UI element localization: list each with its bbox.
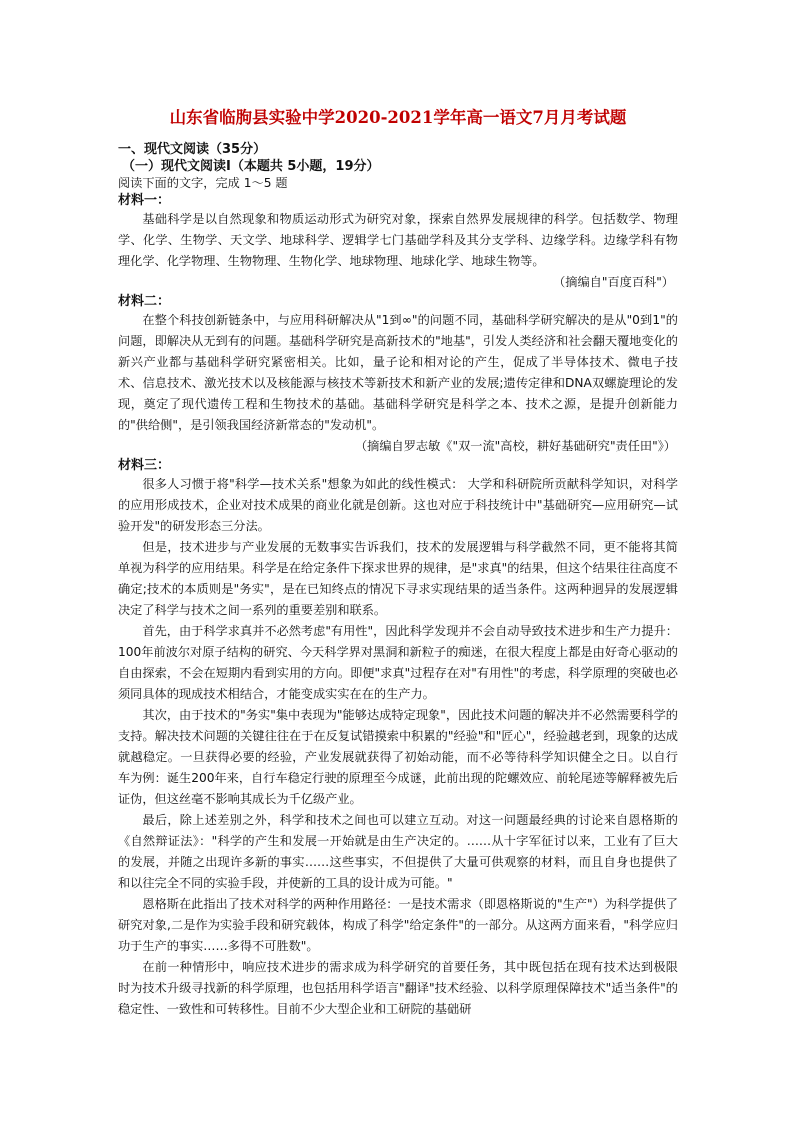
exam-page bbox=[118, 104, 678, 1020]
material-three-paragraph: 最后，除上述差别之外，科学和技术之间也可以建立互动。对这一问题最经典的讨论来自恩格斯的《自然辩证法》："科学的产生和发展一开始就是由生产决定的。……从十字军征讨以来，工业有了巨大的发展，并随之出现许多新的事实……这些事实，不但提供了大量可供观察的材料，而且自身也提供了和以往完全不同的实验手段，并使新的工具的设计成为可能。" bbox=[118, 813, 678, 890]
material-three-paragraph: 其次，由于技术的"务实"集中表现为"能够达成特定现象"，因此技术问题的解决并不必然需要科学的支持。解决技术问题的关键往往在于在反复试错摸索中积累的"经验"和"匠心"，经验越老到，现象的达成就越稳定。一旦获得必要的经验，产业发展就获得了初始动能，而不必等待科学知识健全之日。以自行车为例：诞生200年来，自行车稳定行驶的原理至今成谜，此前出现的陀螺效应、前轮尾迹等解释被先后证伪，但这丝毫不影响其成长为千亿级产业。 bbox=[118, 708, 678, 806]
material-two-source: （摘编自罗志敏《"双一流"高校，耕好基础研究"责任田"》） bbox=[354, 439, 676, 453]
material-one-source: （摘编自"百度百科"） bbox=[553, 275, 674, 289]
section-heading: 一、现代文阅读（35分） bbox=[118, 142, 267, 157]
page-title: 山东省临朐县实验中学2020-2021学年高一语文7月月考试题 bbox=[169, 108, 627, 127]
material-three-paragraph: 恩格斯在此指出了技术对科学的两种作用路径：一是技术需求（即恩格斯说的"生产"）为科学提供了研究对象,二是作为实验手段和研究载体，构成了科学"给定条件"的一部分。从这两方面来看，"科学应归功于生产的事实……多得不可胜数"。 bbox=[118, 897, 678, 953]
instruction-text: 阅读下面的文字，完成 1～5 题 bbox=[118, 176, 288, 190]
material-three-paragraph: 但是，技术进步与产业发展的无数事实告诉我们，技术的发展逻辑与科学截然不同，更不能将其简单视为科学的应用结果。科学是在给定条件下探求世界的规律，是"求真"的结果，但这个结果往往高度不确定;技术的本质则是"务实"，是在已知终点的情况下寻求实现结果的适当条件。这两种迥异的发展逻辑决定了科学与技术之间一系列的重要差别和联系。 bbox=[118, 540, 678, 617]
material-two-paragraph: 在整个科技创新链条中，与应用科研解决从"1到∞"的问题不同，基础科学研究解决的是从"0到1"的问题，即解决从无到有的问题。基础科学研究是高新技术的"地基"，引发人类经济和社会翻天覆地变化的新兴产业都与基础科学研究紧密相关。比如，量子论和相对论的产生，促成了半导体技术、微电子技术、信息技术、激光技术以及核能源与核技术等新技术和新产业的发展;遗传定律和DNA双螺旋理论的发现，奠定了现代遗传工程和生物技术的基础。基础科学研究是科学之本、技术之源，是提升创新能力的"供给侧"，是引领我国经济新常态的"发动机"。 bbox=[118, 313, 678, 432]
material-two-label: 材料二： bbox=[118, 294, 171, 309]
material-three-paragraph: 很多人习惯于将"科学—技术关系"想象为如此的线性模式： 大学和科研院所贡献科学知识，对科学的应用形成技术，企业对技术成果的商业化就是创新。这也对应于科技统计中"基础研究—应用研究—试验开发"的研发形态三分法。 bbox=[118, 477, 678, 533]
material-three-label: 材料三： bbox=[118, 458, 171, 473]
material-one-label: 材料一： bbox=[118, 193, 171, 208]
material-one-paragraph: 基础科学是以自然现象和物质运动形式为研究对象，探索自然界发展规律的科学。包括数学、物理学、化学、生物学、天文学、地球科学、逻辑学七门基础学科及其分支学科、边缘学科。边缘学科有物理化学、化学物理、生物物理、生物化学、地球物理、地球化学、地球生物等。 bbox=[118, 212, 678, 268]
material-three-paragraph: 在前一种情形中，响应技术进步的需求成为科学研究的首要任务，其中既包括在现有技术达到极限时为技术升级寻找新的科学原理，也包括用科学语言"翻译"技术经验、以科学原理保障技术"适当条件"的稳定性、一致性和可转移性。目前不少大型企业和工研院的基础研 bbox=[118, 960, 678, 1016]
material-three-paragraph: 首先，由于科学求真并不必然考虑"有用性"，因此科学发现并不会自动导致技术进步和生产力提升： 100年前波尔对原子结构的研究、今天科学界对黑洞和新粒子的痴迷，在很大程度上都是由好奇心驱动的自由探索，不会在短期内看到实用的方向。即便"求真"过程存在对"有用性"的考虑，科学原理的突破也必须同具体的现成技术相结合，才能变成实实在在的生产力。 bbox=[118, 624, 678, 701]
subsection-heading: （一）现代文阅读Ⅰ（本题共 5小题，19分） bbox=[122, 159, 380, 174]
